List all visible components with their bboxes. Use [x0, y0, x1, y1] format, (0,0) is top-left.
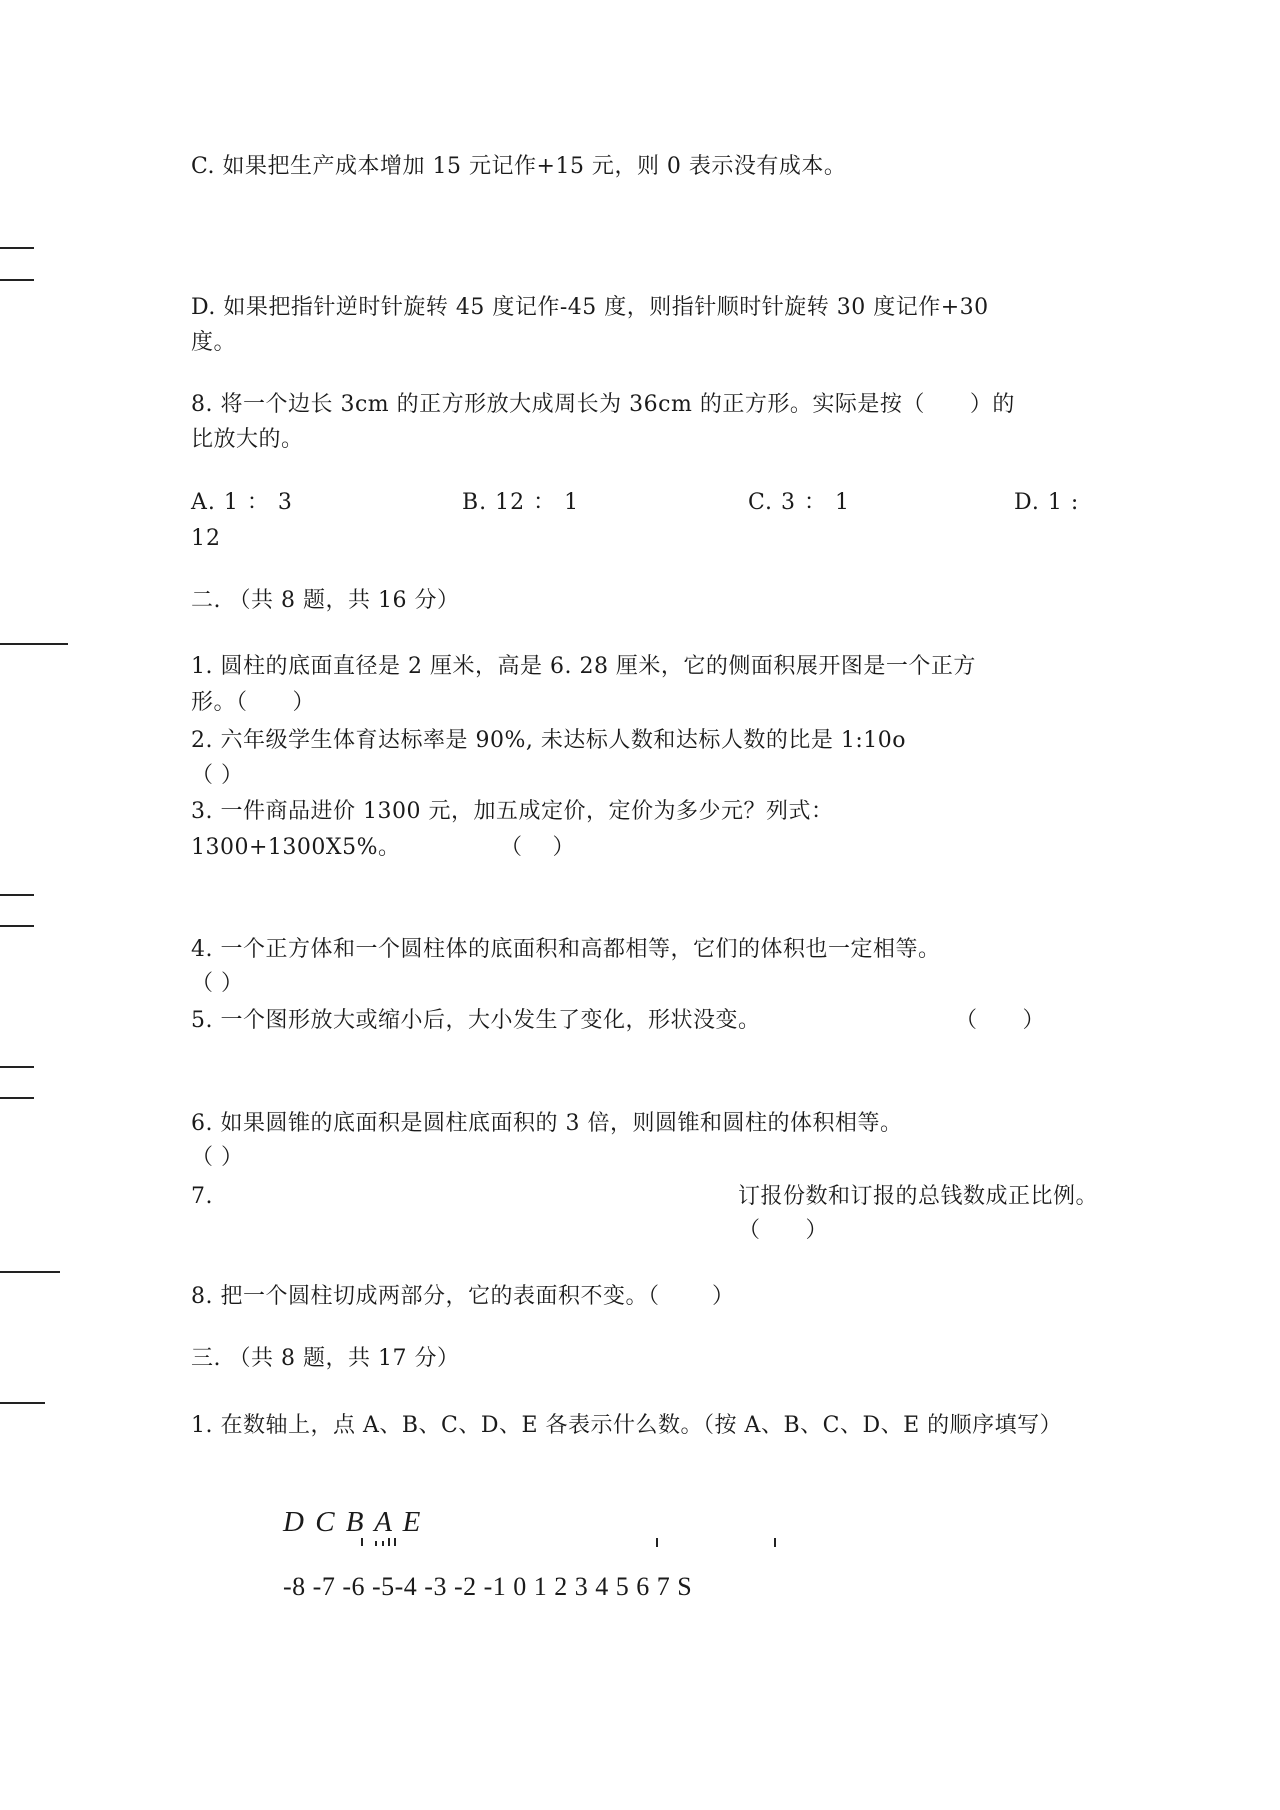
- margin-mark: [0, 1271, 60, 1273]
- choice-a: A. 1 ： 3: [191, 490, 293, 515]
- number-line-point-labels: D C B A E: [283, 1506, 423, 1538]
- fill-question-1: 1. 在数轴上，点 A、B、C、D、E 各表示什么数。（按 A、B、C、D、E 的顺序填写）: [191, 1413, 1063, 1438]
- margin-mark: [0, 925, 34, 927]
- margin-mark: [0, 279, 34, 281]
- margin-mark: [0, 1097, 34, 1099]
- judgement-3: 3. 一件商品进价 1300 元，加五成定价，定价为多少元？列式：: [191, 799, 834, 824]
- number-line-tick: [774, 1538, 776, 1547]
- judgement-7-blank: （ ）: [738, 1218, 829, 1243]
- judgement-8: 8. 把一个圆柱切成两部分，它的表面积不变。（ ）: [191, 1284, 735, 1309]
- number-line-tick: [375, 1541, 377, 1546]
- judgement-1: 1. 圆柱的底面直径是 2 厘米，高是 6. 28 厘米，它的侧面积展开图是一个正方: [191, 654, 976, 679]
- choice-d-cont: 12: [191, 526, 221, 551]
- number-line-tick: [388, 1538, 390, 1546]
- margin-mark: [0, 247, 34, 249]
- margin-mark: [0, 1066, 34, 1068]
- number-line-tick: [361, 1538, 363, 1546]
- section-2-header: 二. （共 8 题，共 16 分）: [191, 588, 460, 613]
- margin-mark: [0, 643, 68, 645]
- choice-d: D. 1 :: [1014, 490, 1080, 515]
- number-line-scale: -8 -7 -6 -5-4 -3 -2 -1 0 1 2 3 4 5 6 7 S: [283, 1572, 693, 1601]
- judgement-6: 6. 如果圆锥的底面积是圆柱底面积的 3 倍，则圆锥和圆柱的体积相等。: [191, 1111, 903, 1136]
- judgement-2-blank: （ ）: [191, 763, 244, 788]
- judgement-3-blank: （ ）: [500, 835, 575, 860]
- judgement-4: 4. 一个正方体和一个圆柱体的底面积和高都相等，它们的体积也一定相等。: [191, 937, 941, 962]
- choice-c: C. 3 ： 1: [748, 490, 851, 515]
- question-8-cont: 比放大的。: [191, 427, 304, 452]
- question-8: 8. 将一个边长 3cm 的正方形放大成周长为 36cm 的正方形。实际是按（ ）的: [191, 392, 1015, 417]
- question-option-d-cont: 度。: [191, 330, 237, 355]
- judgement-7: 订报份数和订报的总钱数成正比例。: [738, 1184, 1099, 1209]
- judgement-5: 5. 一个图形放大或缩小后，大小发生了变化，形状没变。: [191, 1008, 761, 1033]
- judgement-2: 2. 六年级学生体育达标率是 90%, 未达标人数和达标人数的比是 1:10o: [191, 728, 907, 753]
- judgement-6-blank: （ ）: [191, 1145, 244, 1170]
- judgement-7-number: 7.: [191, 1184, 213, 1209]
- number-line-tick: [656, 1538, 658, 1547]
- section-3-header: 三. （共 8 题，共 17 分）: [191, 1346, 460, 1371]
- judgement-4-blank: （ ）: [191, 971, 244, 996]
- choice-b: B. 12 ： 1: [462, 490, 580, 515]
- number-line-tick: [382, 1541, 384, 1546]
- margin-mark: [0, 1402, 45, 1404]
- judgement-3-formula: 1300+1300X5%。: [191, 835, 401, 860]
- question-option-d: D. 如果把指针逆时针旋转 45 度记作-45 度，则指针顺时针旋转 30 度记作+30: [191, 295, 989, 320]
- margin-mark: [0, 894, 34, 896]
- question-option-c: C. 如果把生产成本增加 15 元记作+15 元，则 0 表示没有成本。: [191, 154, 847, 179]
- number-line-tick: [394, 1538, 396, 1546]
- judgement-1-cont: 形。（ ）: [191, 690, 316, 715]
- judgement-5-blank: （ ）: [955, 1008, 1046, 1033]
